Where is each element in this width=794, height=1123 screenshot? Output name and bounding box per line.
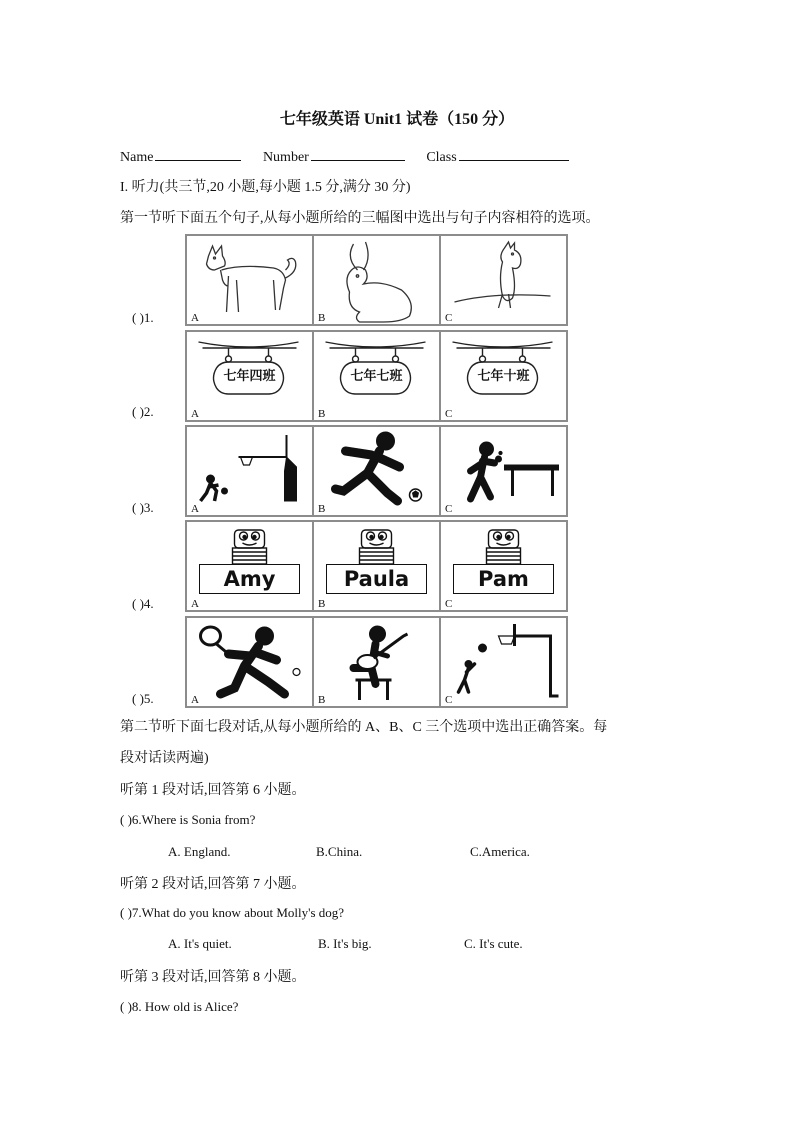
option-letter: A <box>191 694 199 706</box>
parrot-icon <box>441 236 566 324</box>
part2-instruction-line2: 段对话读两遍) <box>120 751 209 766</box>
option-a[interactable] <box>187 618 314 706</box>
question-number: ( )3. <box>132 500 154 515</box>
option-b[interactable] <box>314 332 441 420</box>
basketball-icon <box>187 427 312 515</box>
option-letter: C <box>445 408 453 420</box>
question-number: ( )1. <box>132 310 154 325</box>
student-info-row <box>120 146 587 166</box>
option-letter: B <box>318 503 326 515</box>
option-letter: B <box>318 312 326 324</box>
picture-options-row <box>185 425 568 517</box>
question-number: ( )5. <box>132 691 154 706</box>
option-letter: A <box>191 312 199 324</box>
option-letter: C <box>445 312 453 324</box>
picture-options-row <box>185 520 568 612</box>
option-b[interactable] <box>314 427 441 515</box>
part2-instruction-line1: 第二节听下面七段对话,从每小题所给的 A、B、C 三个选项中选出正确答案。每 <box>120 720 608 735</box>
question-number: ( )2. <box>132 404 154 419</box>
question-6: ( )6.Where is Sonia from? <box>120 812 256 827</box>
option-c[interactable] <box>441 236 566 324</box>
class-label: Class <box>426 150 457 165</box>
name-card: Amy <box>199 564 300 594</box>
picture-options-row <box>185 330 568 422</box>
name-card: Pam <box>453 564 554 594</box>
ping-pong-icon <box>441 427 566 515</box>
option-letter: A <box>191 408 199 420</box>
guitar-icon <box>314 618 439 706</box>
soccer-icon <box>314 427 439 515</box>
answer-option-a[interactable]: A. England. <box>168 844 231 859</box>
option-a[interactable] <box>187 522 314 610</box>
dialogue-intro: 听第 3 段对话,回答第 8 小题。 <box>120 970 306 985</box>
option-letter: C <box>445 598 453 610</box>
section-heading: I. 听力(共三节,20 小题,每小题 1.5 分,满分 30 分) <box>120 180 411 195</box>
option-a[interactable] <box>187 236 314 324</box>
class-field[interactable] <box>426 146 568 166</box>
name-blank[interactable] <box>155 146 241 161</box>
picture-options-row <box>185 616 568 708</box>
name-field[interactable] <box>120 146 241 166</box>
option-c[interactable] <box>441 618 566 706</box>
option-letter: C <box>445 503 453 515</box>
class-sign-text: 七年四班 <box>223 369 276 384</box>
class-sign-text: 七年七班 <box>350 369 403 384</box>
option-letter: B <box>318 598 326 610</box>
dialogue-intro: 听第 1 段对话,回答第 6 小题。 <box>120 783 306 798</box>
option-c[interactable] <box>441 332 566 420</box>
question-8: ( )8. How old is Alice? <box>120 999 239 1014</box>
picture-options-row <box>185 234 568 326</box>
option-c[interactable] <box>441 427 566 515</box>
number-label: Number <box>262 150 309 165</box>
dog-icon <box>187 236 312 324</box>
option-a[interactable] <box>187 332 314 420</box>
answer-option-b[interactable]: B. It's big. <box>318 936 372 951</box>
option-a[interactable] <box>187 427 314 515</box>
number-blank[interactable] <box>311 146 405 161</box>
option-letter: C <box>445 694 453 706</box>
option-b[interactable] <box>314 618 441 706</box>
option-b[interactable] <box>314 522 441 610</box>
name-card: Paula <box>326 564 427 594</box>
option-letter: A <box>191 598 199 610</box>
rabbit-icon <box>314 236 439 324</box>
basketball-hoop-icon <box>441 618 566 706</box>
option-letter: A <box>191 503 199 515</box>
class-sign-text: 七年十班 <box>477 369 530 384</box>
question-number: ( )4. <box>132 596 154 611</box>
dialogue-intro: 听第 2 段对话,回答第 7 小题。 <box>120 877 306 892</box>
option-letter: B <box>318 694 326 706</box>
question-7: ( )7.What do you know about Molly's dog? <box>120 905 345 920</box>
exam-title: 七年级英语 Unit1 试卷（150 分） <box>279 111 515 128</box>
answer-option-b[interactable]: B.China. <box>316 844 363 859</box>
answer-option-a[interactable]: A. It's quiet. <box>168 936 232 951</box>
part1-instruction: 第一节听下面五个句子,从每小题所给的三幅图中选出与句子内容相符的选项。 <box>120 211 600 226</box>
tennis-icon <box>187 618 312 706</box>
answer-option-c[interactable]: C.America. <box>470 844 530 859</box>
option-b[interactable] <box>314 236 441 324</box>
name-label: Name <box>120 150 154 165</box>
option-letter: B <box>318 408 326 420</box>
answer-option-c[interactable]: C. It's cute. <box>464 936 523 951</box>
number-field[interactable] <box>263 146 405 166</box>
option-c[interactable] <box>441 522 566 610</box>
class-blank[interactable] <box>459 146 569 161</box>
